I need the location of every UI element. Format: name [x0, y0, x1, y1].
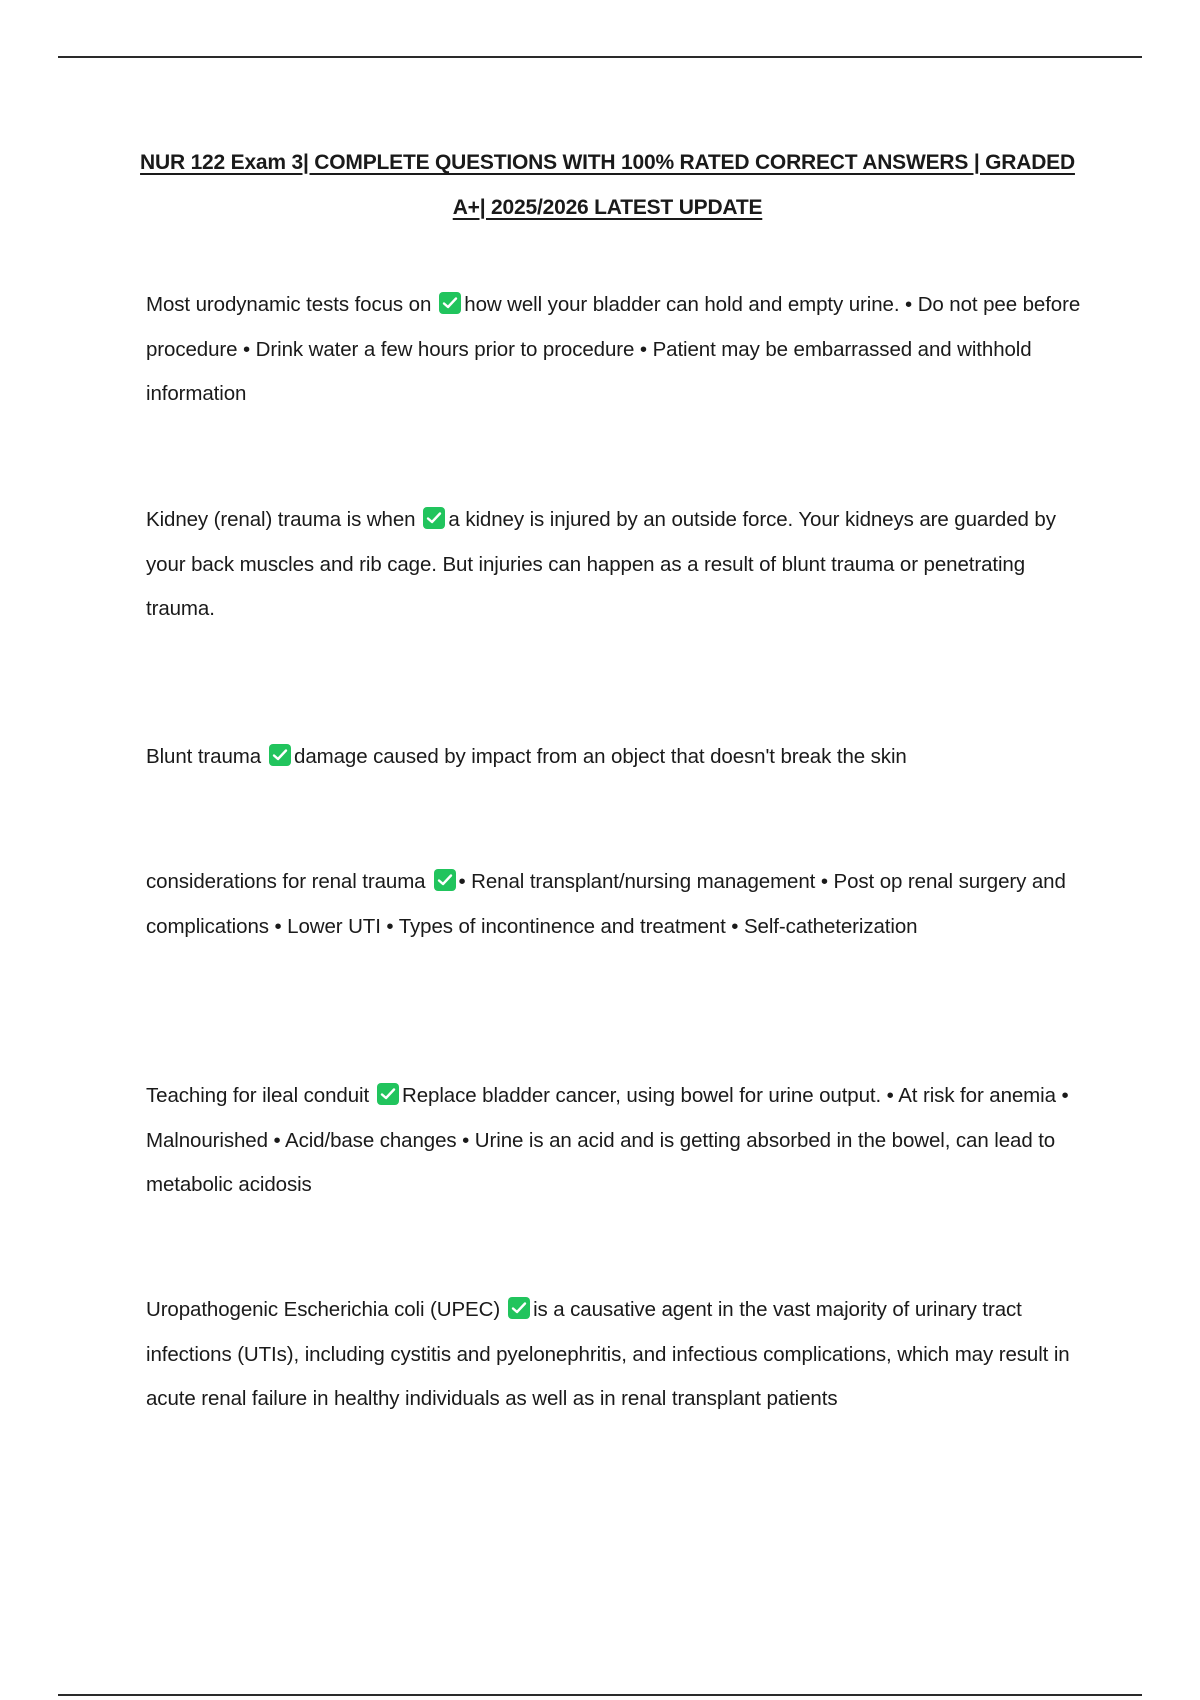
check-mark-icon: [423, 507, 445, 529]
qa-item: [146, 498, 1091, 632]
answer-text: how well your bladder can hold and empty urine. • Do not pee before procedure • Drink water a few hours prior to procedure • Patient may be embarrassed and withhold information: [146, 293, 1081, 405]
answer-text: damage caused by impact from an object that doesn't break the skin: [294, 745, 907, 768]
question-text: Kidney (renal) trauma is when: [146, 508, 416, 531]
qa-item: [146, 1288, 1091, 1422]
qa-item: [146, 1074, 1091, 1208]
qa-item: [146, 283, 1091, 417]
question-text: Blunt trauma: [146, 745, 262, 768]
document-title: NUR 122 Exam 3| COMPLETE QUESTIONS WITH 100% RATED CORRECT ANSWERS | GRADED A+| 2025/2026 LATEST UPDATE: [140, 151, 1075, 219]
question-text: Teaching for ileal conduit: [146, 1084, 370, 1107]
answer-text: a kidney is injured by an outside force. Your kidneys are guarded by your back muscles and rib cage. But injuries can happen as a result of blunt trauma or penetrating trauma.: [146, 508, 1056, 620]
question-text: Uropathogenic Escherichia coli (UPEC): [146, 1298, 501, 1321]
qa-item: [146, 735, 1091, 780]
qa-item: [146, 860, 1091, 949]
answer-text: is a causative agent in the vast majority of urinary tract infections (UTIs), including cystitis and pyelonephritis, and infectious complications, which may result in acute renal failure in healthy individuals as well as in renal transplant patients: [146, 1298, 1070, 1410]
check-mark-icon: [439, 292, 461, 314]
check-mark-icon: [377, 1083, 399, 1105]
footer-rule: [58, 1694, 1142, 1696]
question-text: considerations for renal trauma: [146, 870, 426, 893]
check-mark-icon: [434, 869, 456, 891]
question-text: Most urodynamic tests focus on: [146, 293, 432, 316]
check-mark-icon: [508, 1297, 530, 1319]
header-rule: [58, 56, 1142, 58]
answer-text: • Renal transplant/nursing management • Post op renal surgery and complications • Lower UTI • Types of incontinence and treatment • Self-catheterization: [146, 870, 1066, 938]
check-mark-icon: [269, 744, 291, 766]
answer-text: Replace bladder cancer, using bowel for urine output. • At risk for anemia • Malnourished • Acid/base changes • Urine is an acid and is getting absorbed in the bowel, can lead to metabolic acidosis: [146, 1084, 1069, 1196]
